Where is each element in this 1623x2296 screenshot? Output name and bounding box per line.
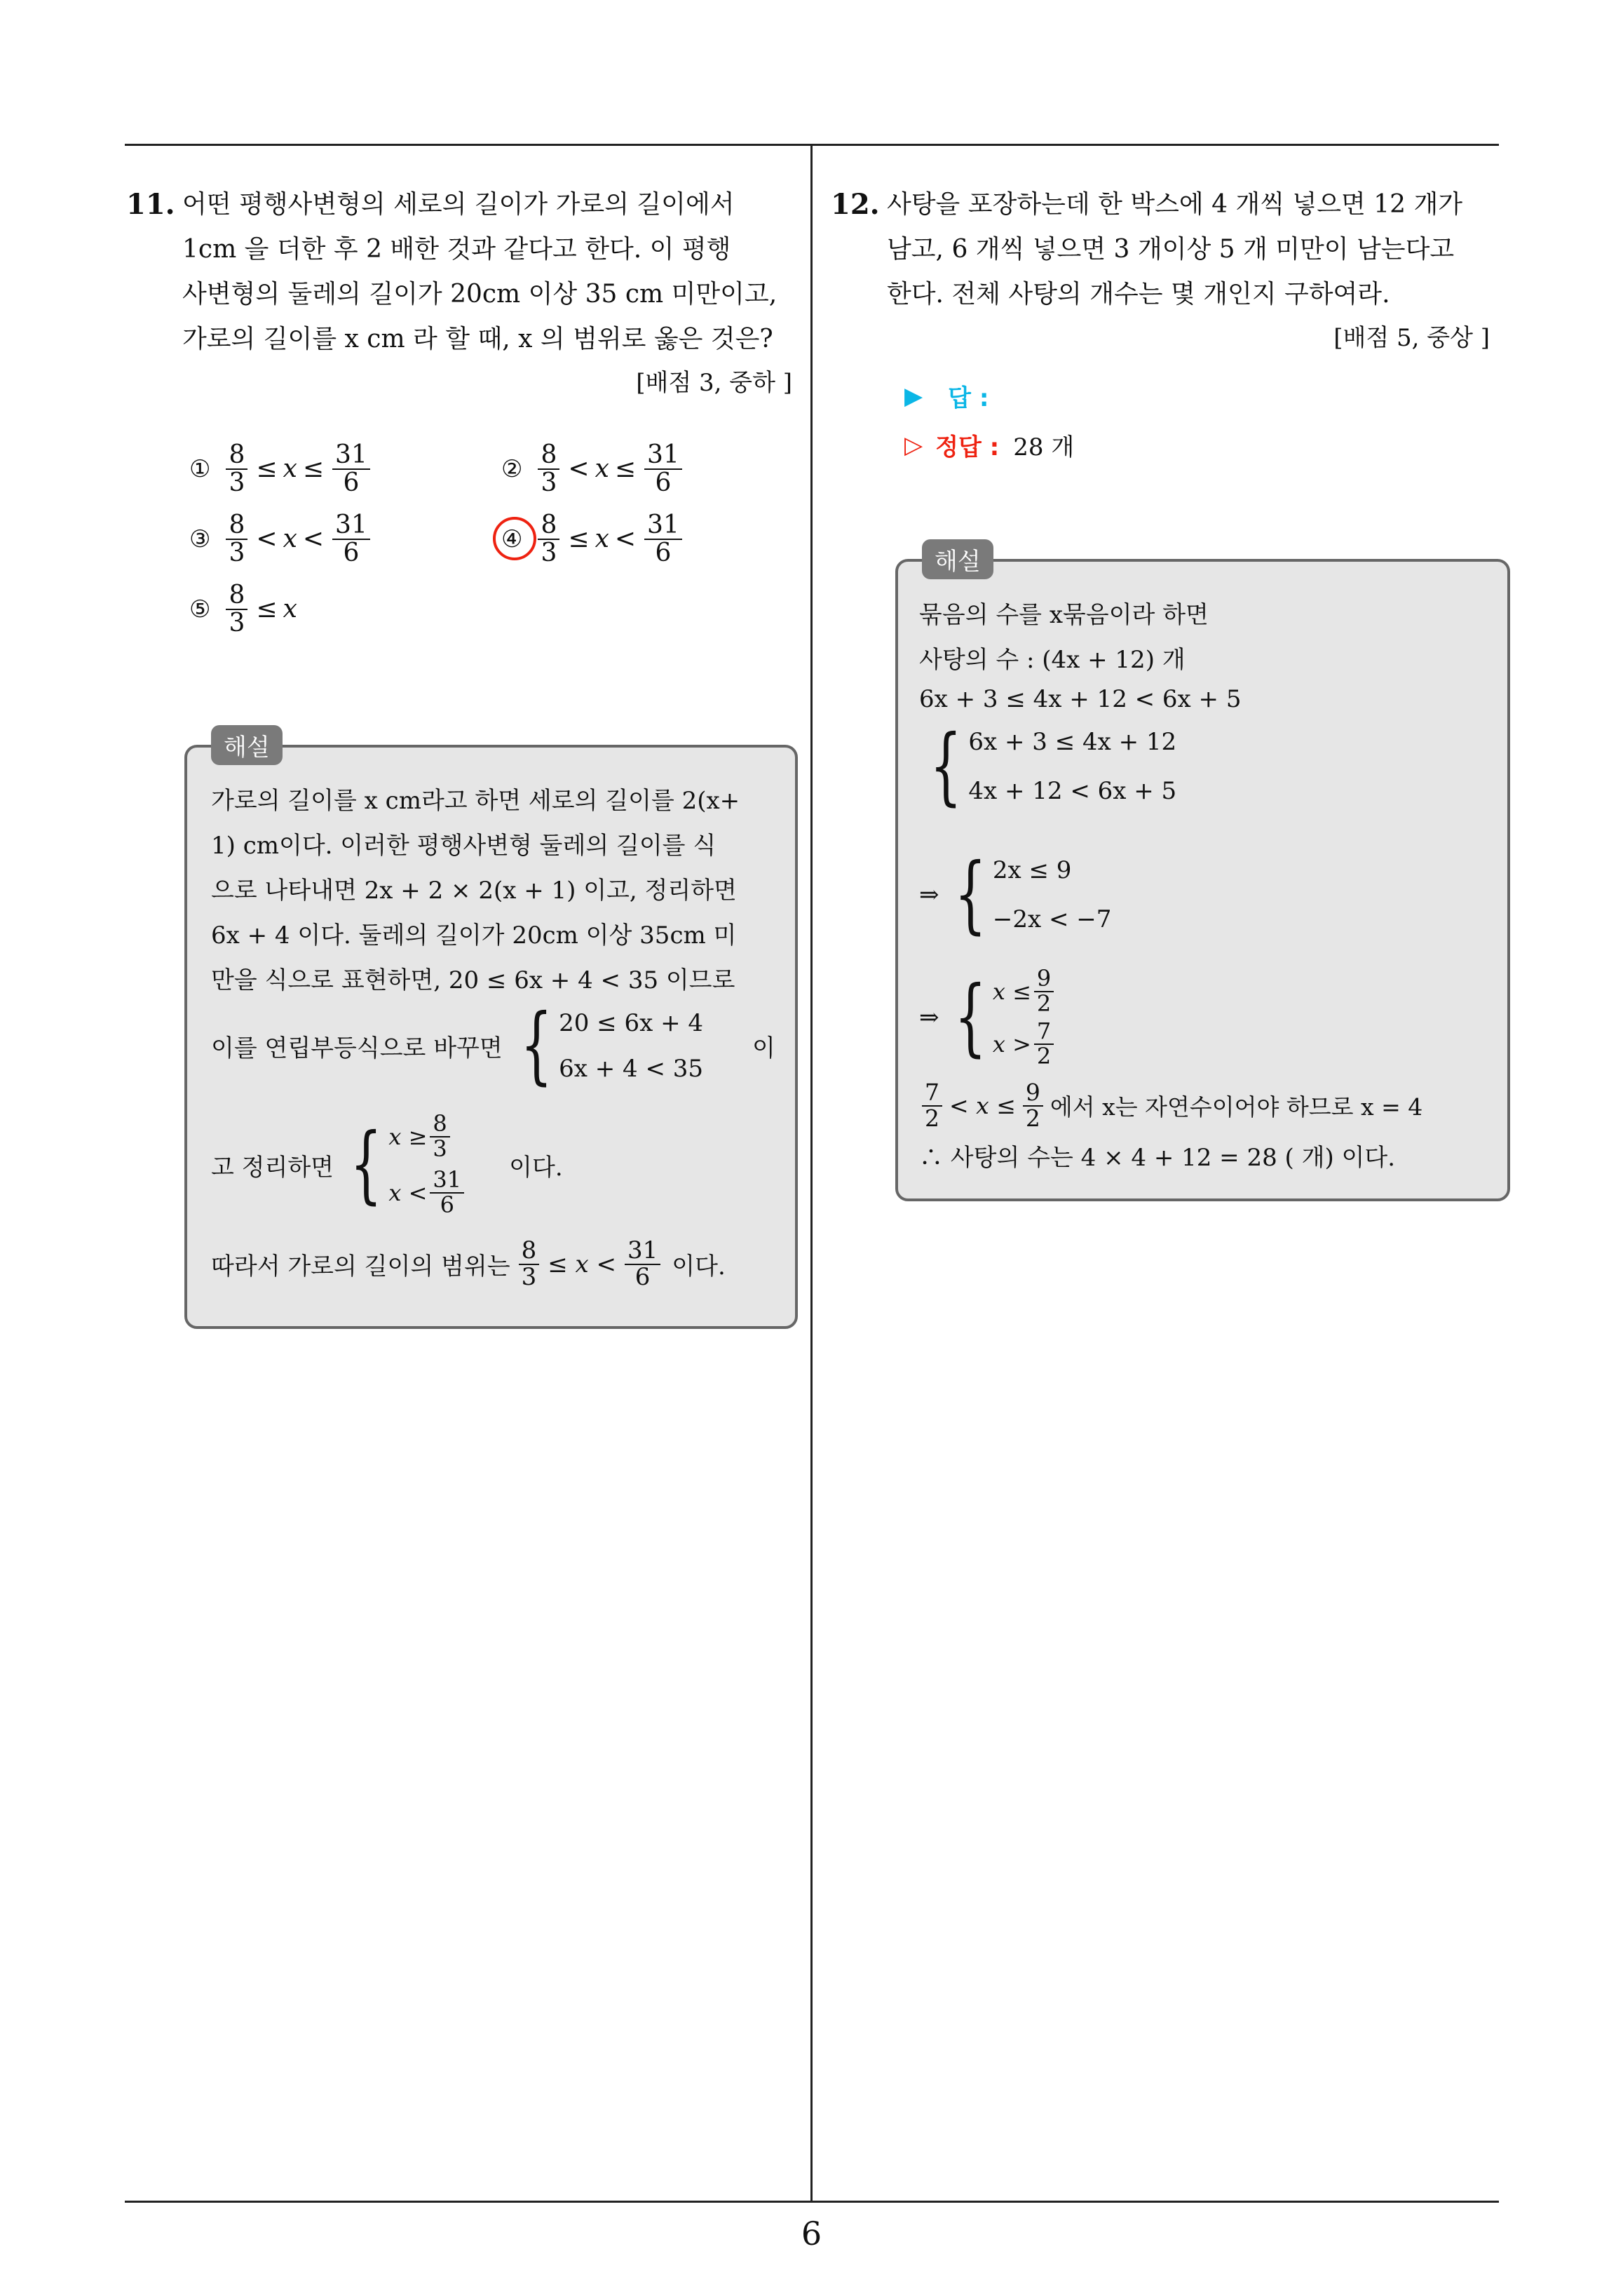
solution-line-system: ⇒ { 2x ≤ 9 −2x < −7 [919,846,1112,943]
selected-answer-circle [493,517,536,560]
question-line: 1cm 을 더한 후 2 배한 것과 같다고 한다. 이 평행 [182,235,731,264]
solution-line: 가로의 길이를 x cm라고 하면 세로의 길이를 2(x+ [211,787,740,815]
question-12-text [831,182,1504,317]
solution-line-system: 고 정리하면 { x ≥ $\frac{8}{3}$ x < $\frac{31}{6}$ 이다. [211,1109,563,1221]
solution-box-11 [184,734,798,1329]
choice-3[interactable]: ③ $\frac{8}{3}$ < x < $\frac{31}{6}$ [189,512,373,567]
question-line: 사탕을 포장하는데 한 박스에 4 개씩 넣으면 12 개가 [887,190,1463,219]
play-triangle-icon: ▶ [904,381,923,410]
inequality-system: { x ≥ $\frac{8}{3}$ x < $\frac{31}{6}$ [339,1109,467,1221]
question-line: 가로의 길이를 x cm 라 할 때, x 의 범위로 옳은 것은? [182,325,773,353]
answer-label: 답 : [948,384,989,412]
score-difficulty: [배점 3, 중하 ] [636,369,792,397]
solution-line: 1) cm이다. 이러한 평행사변형 둘레의 길이를 식 [211,832,717,860]
choice-number: ③ [189,525,211,553]
fraction: $\frac{8}{3}$ [226,442,247,497]
question-12 [831,182,1504,359]
choice-1[interactable]: ① $\frac{8}{3}$ ≤ x ≤ $\frac{31}{6}$ [189,442,373,497]
inequality-system: { 20 ≤ 6x + 4 6x + 4 < 35 [520,997,704,1094]
choice-number: ② [501,454,523,483]
solution-line: 묶음의 수를 x묶음이라 하면 [919,601,1209,629]
solution-tag: 해설 [922,539,993,579]
solution-line-system: ⇒ { x ≤ $\frac{9}{2}$ x > $\frac{7}{2}$ [919,965,1057,1070]
choice-4[interactable]: ④ $\frac{8}{3}$ ≤ x < $\frac{31}{6}$ [501,512,685,567]
answer-choices [189,442,792,659]
question-number: 12. [831,188,880,221]
solution-line: 만을 식으로 표현하면, 20 ≤ 6x + 4 < 35 이므로 [211,966,735,994]
correct-answer-row [904,428,1074,462]
choice-number: ④ [501,525,522,553]
solution-line-system [919,717,1176,816]
question-number: 11. [126,188,175,221]
question-line: 남고, 6 개씩 넣으면 3 개이상 5 개 미만이 남는다고 [887,235,1455,264]
solution-line-system: 이를 연립부등식으로 바꾸면 { 20 ≤ 6x + 4 6x + 4 < 35 이 [211,997,775,1094]
inequality-system: { x ≤ $\frac{9}{2}$ x > $\frac{7}{2}$ [944,965,1057,1070]
choice-2[interactable]: ② $\frac{8}{3}$ < x ≤ $\frac{31}{6}$ [501,442,685,497]
question-line: 한다. 전체 사탕의 개수는 몇 개인지 구하여라. [887,280,1390,309]
fraction: $\frac{31}{6}$ [644,442,682,497]
fraction: $\frac{8}{3}$ [226,582,247,637]
correct-answer-label: 정답 : [935,433,1000,461]
score-difficulty: [배점 5, 중상 ] [1333,324,1490,352]
question-line: 사변형의 둘레의 길이가 20cm 이상 35 cm 미만이고, [182,280,777,309]
solution-line: $\frac{7}{2}$ < x ≤ $\frac{9}{2}$ 에서 x는 자연수이어야 하므로 x = 4 [919,1081,1422,1130]
solution-line: 따라서 가로의 길이의 범위는 $\frac{8}{3}$ ≤ x < $\frac{31}{6}$ 이다. [211,1236,726,1291]
fraction: $\frac{8}{3}$ [226,512,247,567]
solution-line: 사탕의 수 : (4x + 12) 개 [919,646,1186,674]
inequality-system: { 6x + 3 ≤ 4x + 12 4x + 12 < 6x + 5 [930,717,1177,815]
solution-line: 6x + 4 이다. 둘레의 길이가 20cm 이상 35cm 미 [211,921,737,950]
bottom-rule [125,2201,1499,2203]
choice-number: ① [189,454,211,483]
fraction: $\frac{8}{3}$ [538,512,559,567]
fraction: $\frac{31}{6}$ [644,512,682,567]
answer-row [904,379,989,413]
solution-line: 6x + 3 ≤ 4x + 12 < 6x + 5 [919,685,1242,713]
solution-tag: 해설 [211,725,283,765]
fraction: $\frac{31}{6}$ [332,512,370,567]
choice-number: ⑤ [189,595,211,623]
question-11-text [126,182,799,362]
solution-box-12 [895,548,1510,1201]
column-divider [810,144,813,2203]
solution-line: 으로 나타내면 2x + 2 × 2(x + 1) 이고, 정리하면 [211,877,737,905]
page-number: 6 [801,2215,822,2253]
fraction: $\frac{8}{3}$ [538,442,559,497]
correct-answer-value: 28 개 [1013,433,1075,461]
question-line: 어떤 평행사변형의 세로의 길이가 가로의 길이에서 [182,190,735,219]
outline-triangle-icon: ▷ [904,431,923,459]
solution-line: ∴ 사탕의 수는 4 × 4 + 12 = 28 ( 개) 이다. [919,1144,1396,1172]
choice-5[interactable]: ⑤ $\frac{8}{3}$ ≤ x [189,581,297,637]
question-11 [126,182,799,404]
inequality-system: { 2x ≤ 9 −2x < −7 [953,846,1112,943]
fraction: $\frac{31}{6}$ [332,442,370,497]
